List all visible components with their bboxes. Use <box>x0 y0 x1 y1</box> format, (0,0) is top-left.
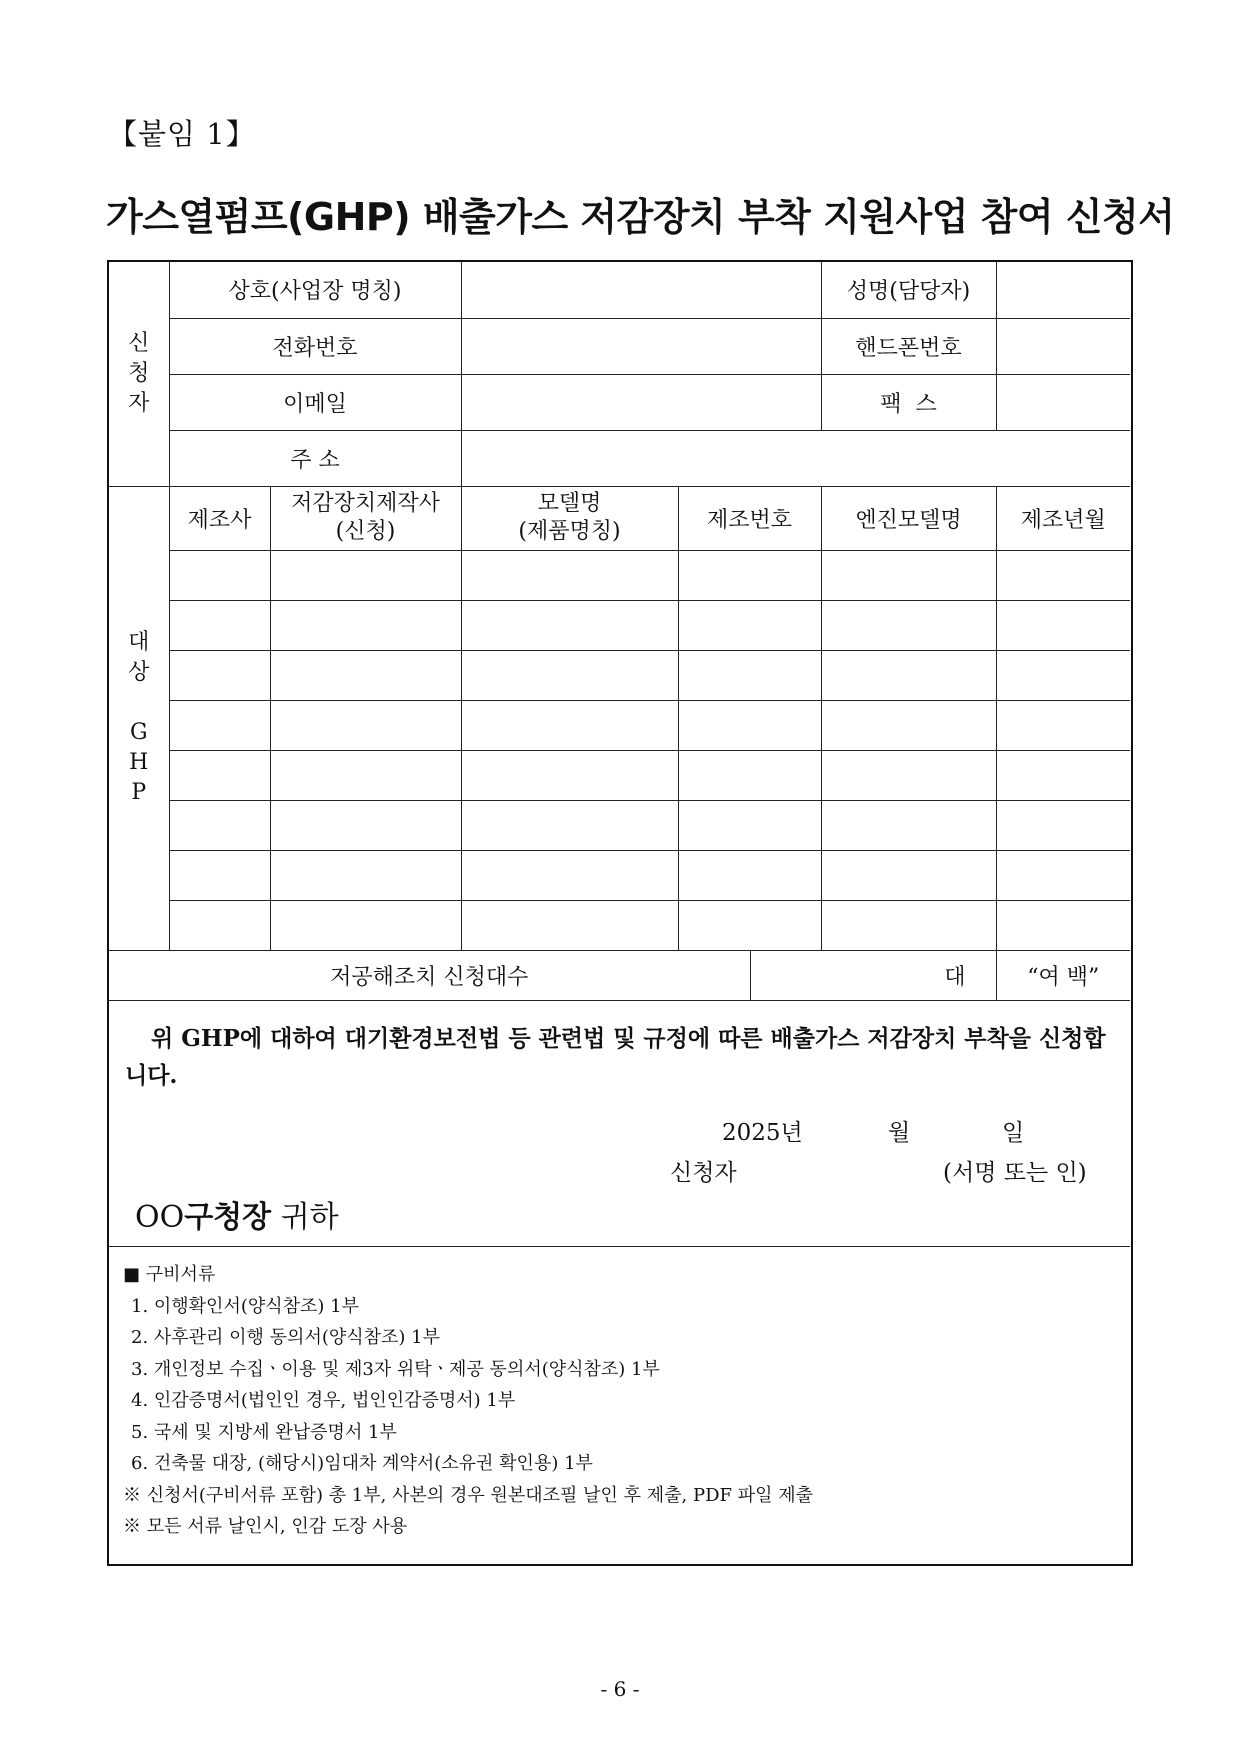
application-form <box>107 260 1133 1566</box>
cell[interactable] <box>678 900 821 950</box>
business-name-label: 상호(사업장 명칭) <box>169 262 461 318</box>
attachment-label: 【붙임 1】 <box>108 117 256 151</box>
required-documents <box>123 1259 813 1543</box>
cell[interactable] <box>270 700 461 750</box>
table-row <box>109 600 1130 650</box>
cell[interactable] <box>821 900 996 950</box>
phone-label: 전화번호 <box>169 318 461 374</box>
cell[interactable] <box>996 900 1130 950</box>
list-item: 2. 사후관리 이행 동의서(양식참조) 1부 <box>131 1327 440 1348</box>
mobile-field[interactable] <box>996 318 1130 374</box>
list-item: 6. 건축물 대장, (해당시)임대차 계약서(소유권 확인용) 1부 <box>131 1453 593 1474</box>
documents-header: ■ 구비서류 <box>123 1264 216 1285</box>
cell[interactable] <box>821 850 996 900</box>
cell[interactable] <box>996 750 1130 800</box>
declaration-section <box>109 1002 1130 1247</box>
contact-name-label: 성명(담당자) <box>821 262 996 318</box>
email-label: 이메일 <box>169 374 461 430</box>
target-ghp-section-label: 대 상 G H P <box>109 486 169 950</box>
cell[interactable] <box>678 650 821 700</box>
cell[interactable] <box>169 900 270 950</box>
cell[interactable] <box>169 800 270 850</box>
table-row <box>109 750 1130 800</box>
cell[interactable] <box>996 700 1130 750</box>
cell[interactable] <box>461 700 678 750</box>
list-item: 3. 개인정보 수집ㆍ이용 및 제3자 위탁ㆍ제공 동의서(양식참조) 1부 <box>131 1358 660 1380</box>
phone-field[interactable] <box>461 318 821 374</box>
note: ※ 신청서(구비서류 포함) 총 1부, 사본의 경우 원본대조필 날인 후 제출, PDF 파일 제출 <box>123 1484 813 1506</box>
recipient: OO구청장 귀하 <box>135 1200 339 1235</box>
declaration-text: 위 GHP에 대하여 대기환경보전법 등 관련법 및 규정에 따른 배출가스 저감장치 부착을 신청합니다. <box>125 1025 1106 1089</box>
blank-label: “여 백” <box>996 950 1130 1000</box>
total-count-field[interactable] <box>750 950 996 1000</box>
form-table <box>109 262 1130 1001</box>
cell[interactable] <box>461 750 678 800</box>
unit-label: 대 <box>944 964 966 990</box>
col-model-name: 모델명 (제품명칭) <box>461 486 678 550</box>
fax-field[interactable] <box>996 374 1130 430</box>
email-field[interactable] <box>461 374 821 430</box>
signature-label: (서명 또는 인) <box>943 1160 1087 1186</box>
fax-label: 팩 스 <box>821 374 996 430</box>
cell[interactable] <box>169 750 270 800</box>
total-count-label: 저공해조치 신청대수 <box>109 950 750 1000</box>
cell[interactable] <box>678 850 821 900</box>
cell[interactable] <box>461 600 678 650</box>
cell[interactable] <box>270 800 461 850</box>
cell[interactable] <box>821 550 996 600</box>
col-engine-model: 엔진모델명 <box>821 486 996 550</box>
table-row <box>109 550 1130 600</box>
table-row <box>109 800 1130 850</box>
table-row <box>109 650 1130 700</box>
date-day: 일 <box>1002 1120 1025 1146</box>
table-row <box>109 700 1130 750</box>
col-device-maker: 저감장치제작사 (신청) <box>270 486 461 550</box>
cell[interactable] <box>678 750 821 800</box>
form-title: 가스열펌프(GHP) 배출가스 저감장치 부착 지원사업 참여 신청서 <box>106 195 1175 239</box>
cell[interactable] <box>996 550 1130 600</box>
cell[interactable] <box>996 850 1130 900</box>
cell[interactable] <box>678 800 821 850</box>
cell[interactable] <box>270 550 461 600</box>
page-number: - 6 - <box>600 1677 640 1701</box>
business-name-field[interactable] <box>461 262 821 318</box>
col-serial-number: 제조번호 <box>678 486 821 550</box>
cell[interactable] <box>461 650 678 700</box>
note: ※ 모든 서류 날인시, 인감 도장 사용 <box>123 1516 408 1537</box>
cell[interactable] <box>270 850 461 900</box>
cell[interactable] <box>996 600 1130 650</box>
applicant-section-label: 신 청 자 <box>109 262 169 486</box>
cell[interactable] <box>461 900 678 950</box>
cell[interactable] <box>678 700 821 750</box>
cell[interactable] <box>169 850 270 900</box>
cell[interactable] <box>461 550 678 600</box>
address-label: 주 소 <box>169 430 461 486</box>
date-year: 2025년 <box>722 1120 803 1146</box>
cell[interactable] <box>996 650 1130 700</box>
col-manufacture-date: 제조년월 <box>996 486 1130 550</box>
table-row <box>109 900 1130 950</box>
cell[interactable] <box>461 850 678 900</box>
contact-name-field[interactable] <box>996 262 1130 318</box>
cell[interactable] <box>270 750 461 800</box>
cell[interactable] <box>996 800 1130 850</box>
list-item: 4. 인감증명서(법인인 경우, 법인인감증명서) 1부 <box>131 1390 516 1411</box>
cell[interactable] <box>821 800 996 850</box>
table-row <box>109 850 1130 900</box>
mobile-label: 핸드폰번호 <box>821 318 996 374</box>
date-month: 월 <box>888 1120 911 1146</box>
cell[interactable] <box>821 750 996 800</box>
cell[interactable] <box>270 650 461 700</box>
cell[interactable] <box>169 600 270 650</box>
col-manufacturer: 제조사 <box>169 486 270 550</box>
list-item: 5. 국세 및 지방세 완납증명서 1부 <box>131 1421 397 1443</box>
cell[interactable] <box>270 900 461 950</box>
cell[interactable] <box>821 650 996 700</box>
cell[interactable] <box>678 550 821 600</box>
cell[interactable] <box>821 700 996 750</box>
cell[interactable] <box>169 700 270 750</box>
applicant-sign-label: 신청자 <box>670 1160 737 1186</box>
cell[interactable] <box>169 550 270 600</box>
cell[interactable] <box>821 600 996 650</box>
cell[interactable] <box>270 600 461 650</box>
cell[interactable] <box>678 600 821 650</box>
cell[interactable] <box>169 650 270 700</box>
cell[interactable] <box>461 800 678 850</box>
address-field[interactable] <box>461 430 1130 486</box>
list-item: 1. 이행확인서(양식참조) 1부 <box>131 1295 359 1317</box>
